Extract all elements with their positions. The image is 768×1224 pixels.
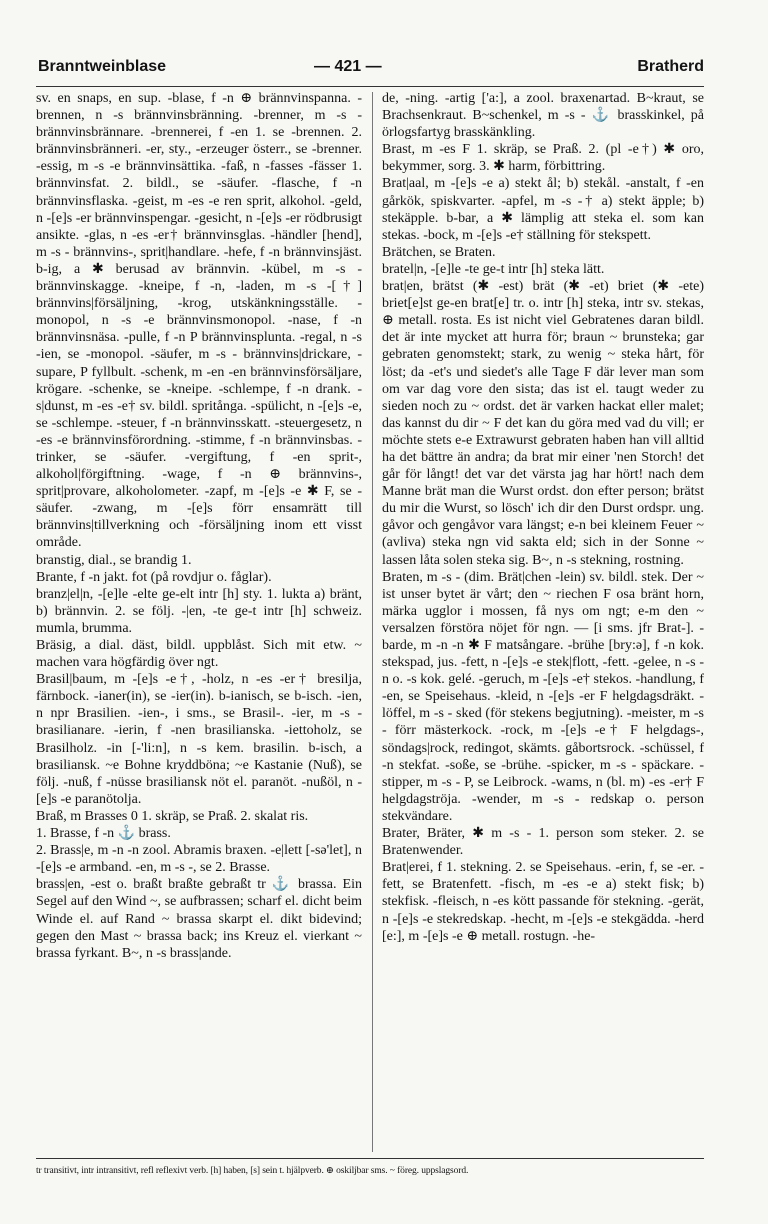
header-first-headword: Branntweinblase <box>38 58 167 75</box>
entry: Brat|erei, f 1. stekning. 2. se Speisehaus. -erin, f, se -er. -fett, se Bratenfett. -fisch, m -es -e a) stekt fisk; b) stekfisk. -fleisch, n -es kött passande för stekning. -gerät, n -[e]s -e stekredskap. -hecht, m -[e]s -e stekgädda. -herd [e:], m -[e]s -e ⊕ metall. rostugn. -he- <box>382 860 704 944</box>
entry: Bräsig, a dial. däst, bildl. uppblåst. Sich mit etw. ~ machen vara högfärdig över ngt. <box>36 638 362 671</box>
abbreviation-legend: tr transitivt, intr intransitivt, refl reflexivt verb. [h] haben, [s] sein t. hjälpverb. ⊕ oskiljbar sms. ~ föreg. uppslagsord. <box>36 1166 469 1176</box>
column-divider <box>372 92 373 1152</box>
entry: Brasil|baum, m -[e]s -e†, -holz, n -es -er† bresilja, färnbock. -ianer(in), se -ier(in). b-ianisch, se b-isch. -ien, n npr Brasilien. -ien-, i sms., se Brasil-. -ier, m -s - brasilianare. -ierin, f -nen brasilianska. -iettoholz, se Brasilholz. -in [-'li:n], n -s kem. brasilin. b-isch, a brasiliansk. ~e Bohne kryddböna; ~e Kastanie (Nuß), se följ. -nuß, f -nüsse brasiliansk nöt el. paranöt. -nußöl, n -[e]s -e paranötolja. <box>36 672 362 807</box>
entry: 2. Brass|e, m -n -n zool. Abramis braxen. -e|lett [-sə'let], n -[e]s -e armband. -en, m -s -, se 2. Brasse. <box>36 843 362 876</box>
entry: Braten, m -s - (dim. Brät|chen -lein) sv. bildl. stek. Der ~ ist unser bytet är vårt; den ~ riechen F osa bränt horn, märka ugglor i mossen, få nys om ngt; e-m den ~ versalzen förstöra nöjet för ngn. — [i sms. jfr Brat-]. -barde, m -n -n ✱ F matsångare. -brühe [bry:ə], f -n kok. stekspad, jus. -fett, n -[e]s -e stek|flott, -fett. -gelee, n -s -n o. -s kok. gelé. -geruch, m -[e]s -e† stekos. -handlung, f -en, se Speisehaus. -kleid, n -[e]s -er F helgdagsdräkt. -löffel, m -s - sked (för stekens begjutning). -meister, m -s - förr mästerkock. -rock, m -[e]s -e† F helgdags-, söndags|rock, redingot, skämts. gåbortsrock. -schüssel, f -n stekfat. -soße, se -brühe. -spicker, m -s - späckare. -stipper, m -s - P, se Leibrock. -wams, n (bl. m) -es -er† F helgdagströja. -wender, m -s - redskap o. person stekvändare. <box>382 569 704 824</box>
left-column <box>36 90 362 1160</box>
entry: Braß, m Brasses 0 1. skräp, se Praß. 2. skalat ris. <box>36 808 309 824</box>
page-number: — 421 — <box>314 58 382 75</box>
entry: Brante, f -n jakt. fot (på rovdjur o. fåglar). <box>36 569 272 585</box>
footer-rule <box>36 1158 704 1159</box>
right-column <box>382 90 704 1160</box>
entry: Brast, m -es F 1. skräp, se Praß. 2. (pl -e†) ✱ oro, bekymmer, sorg. 3. ✱ harm, förbittring. <box>382 142 704 175</box>
entry: Brater, Bräter, ✱ m -s - 1. person som steker. 2. se Bratenwender. <box>382 826 704 859</box>
entry: branstig, dial., se brandig 1. <box>36 552 192 568</box>
entry: bratel|n, -[e]le -te ge-t intr [h] steka lätt. <box>382 261 605 277</box>
page-header <box>38 58 704 84</box>
entry: brat|en, brätst (✱ -est) brät (✱ -et) briet (✱ -ete) briet[e]st ge-en brat[e] tr. o. intr [h] steka, intr sv. stekas, ⊕ metall. rosta. Es ist nicht viel Gebratenes daran bildl. det är inte mycket att hurra för; braun ~ brunsteka; gar gebraten genomstekt; stark, zu wenig ~ steka hårt, för löst; da -et's und siedet's alle Tage F där lever man som om var dag vore den sista; das ist el. taugt weder zu sieden noch zu ~ ordst. det är varken hackat eller malet; das kannst du dir ~ F det kan du göra med vad du vill; er möchte stets e-e Extrawurst gebraten haben han vill alltid ha det bättre än andra; da brat mir einer 'nen Storch! det går för långt! det var det värsta jag har hört! nach dem Manne brät man die Wurst ordst. don efter person; brätst du mir die Wurst, so lösch' ich dir den Durst ordspr. ung. gåvor och gengåvor vara längst; e-n bei kleinem Feuer ~ (avliva) steka ngn vid sakta eld; sich in der Sonne ~ lassen låta solen steka sig. B~, n -s stekning, rostning. <box>382 279 704 568</box>
entry: branz|el|n, -[e]le -elte ge-elt intr [h] sty. 1. lukta a) bränt, b) brännvin. 2. se följ. -|en, -te ge-t intr [h] schweiz. mumla, brumma. <box>36 586 362 636</box>
entry: de, -ning. -artig ['a:], a zool. braxenartad. B~kraut, se Brachsenkraut. B~schenkel, m -s - ⚓ brasskinkel, på örlogsfartyg brasskänkling. <box>382 91 704 141</box>
entry: brass|en, -est o. braßt braßte gebraßt tr ⚓ brassa. Ein Segel auf den Wind ~, se aufbrassen; scharf el. dicht beim Winde el. auf Rand ~ brassa skarpt el. dikt bidevind; gegen den Mast ~ brassa back; ins Kreuz el. vierkant ~ brassa fyrkant. B~, n -s brass|ande. <box>36 877 362 961</box>
header-rule <box>36 86 704 87</box>
header-last-headword: Bratherd <box>637 58 704 75</box>
entry: 1. Brasse, f -n ⚓ brass. <box>36 826 171 842</box>
entry: Brätchen, se Braten. <box>382 244 496 260</box>
entry: sv. en snaps, en sup. -blase, f -n ⊕ brännvinspanna. -brennen, n -s brännvinsbränning. -brenner, m -s - brännvinsbrännare. -brennerei, f -en 1. se -brennen. 2. brännvinsbränneri. -er, sty., -erzeuger österr., se -brenner. -essig, m -s -e brännvinsättika. -faß, n -fasses -fässer 1. brännvinsfat. 2. bildl., se -säufer. -flasche, f -n brännvinsflaska. -geist, m -es -e ren sprit, alkohol. -geld, n -[e]s -er brännvinspengar. -gesicht, n -[e]s -er rödbrusigt ansikte. -glas, n -es -er† brännvinsglas. -händler [hend], m -s - brännvins-, sprit|handlare. -hefe, f -n brännvinsjäst. b-ig, a ✱ berusad av brännvin. -kübel, m -s - brännvinskagge. -kneipe, f -n, -laden, m -s -[†] brännvins|försäljning, -krog, utskänkningsställe. -monopol, n -s -e brännvinsmonopol. -nase, f -n brännvinsnäsa. -pulle, f -n P brännvinsplunta. -regal, n -s -ien, se -monopol. -säufer, m -s - brännvins|drickare, -supare, P fyllbult. -schenk, m -en -en brännvinsförsäljare, krögare. -schenke, se -kneipe. -schlempe, f -n drank. -s|dunst, m -es -e† sv. bildl. spritånga. -spülicht, n -[e]s -e, se -schlempe. -steuer, f -n brännvinsskatt. -steuergesetz, n -es -e brännvinsförordning. -stimme, f -n brännvinsbas. -trinker, se -säufer. -vergiftung, f -en sprit-, alkohol|förgiftning. -wage, f -n ⊕ brännvins-, sprit|provare, alkoholometer. -zapf, m -[e]s -e ✱ F, se -säufer. -zwang, m -[e]s förr ensamrätt till brännvins|tillverkning och -försäljning inom ett visst område. <box>36 91 362 551</box>
entry: Brat|aal, m -[e]s -e a) stekt ål; b) stekål. -anstalt, f -en gårkök, spiskvarter. -apfel, m -s -† a) stekt äpple; b) stekäpple. b-bar, a ✱ lämplig att steka el. som kan stekas. -bock, m -[e]s -e† ställning för stekspett. <box>382 176 704 243</box>
